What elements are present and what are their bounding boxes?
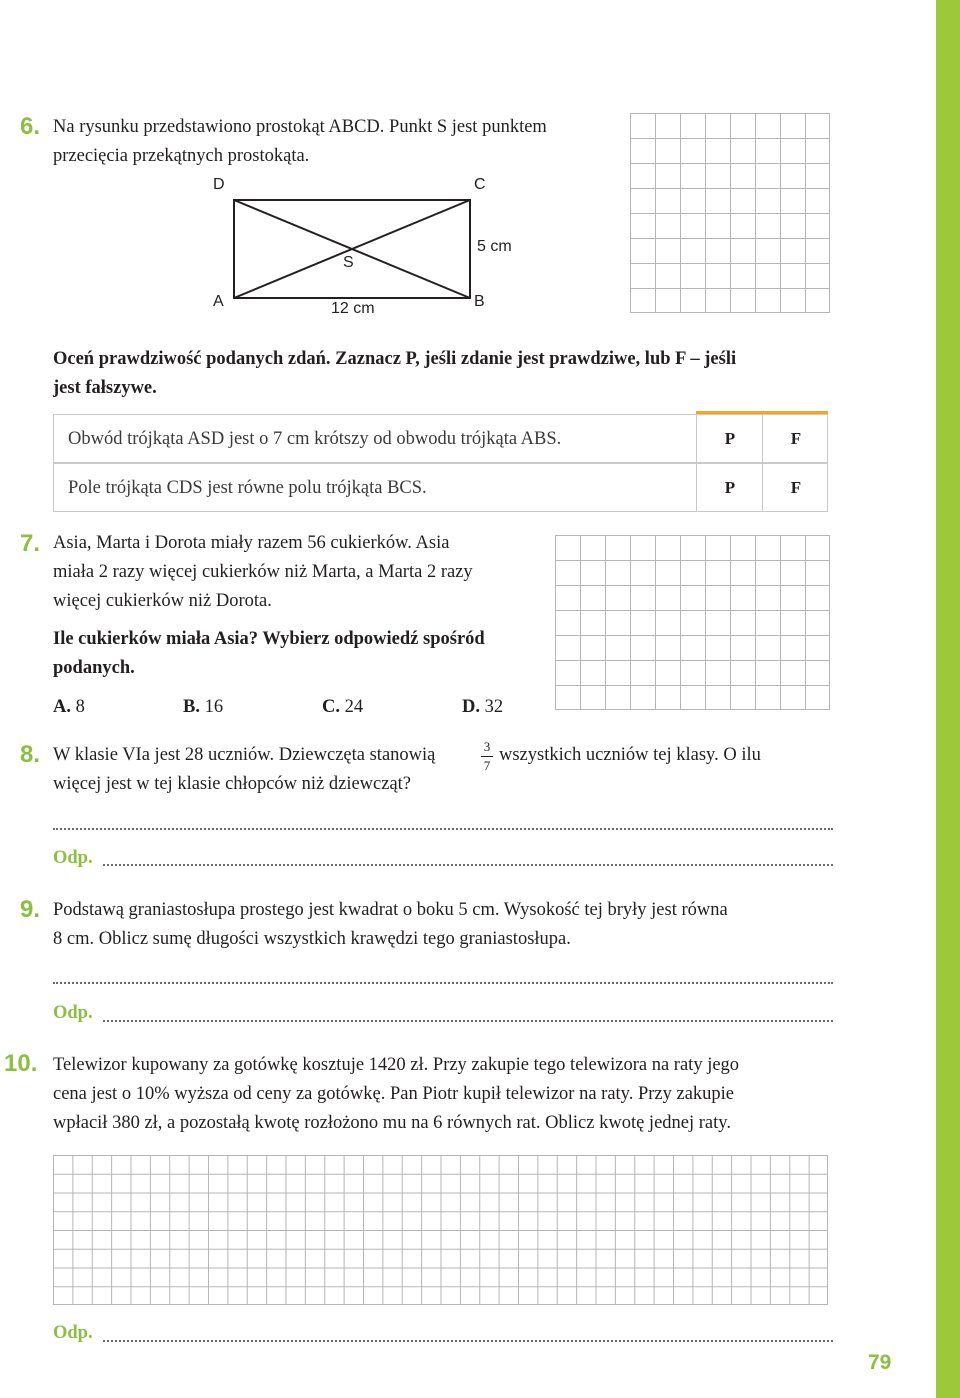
task8-odp-line[interactable] bbox=[103, 864, 833, 866]
option-c[interactable] bbox=[322, 693, 363, 722]
page-number: 79 bbox=[868, 1351, 892, 1374]
option-d-value: 32 bbox=[484, 697, 504, 717]
task7-line2: miała 2 razy więcej cukierków niż Marta, a Marta 2 razy bbox=[53, 562, 473, 582]
fraction-denominator: 7 bbox=[483, 758, 491, 773]
task8-answer-line[interactable] bbox=[53, 828, 833, 830]
statement-2-text: Pole trójkąta CDS jest równe polu trójkąta BCS. bbox=[68, 478, 427, 498]
side-color-bar bbox=[936, 0, 960, 1398]
task10-line1: Telewizor kupowany za gotówkę kosztuje 1420 zł. Przy zakupie tego telewizora na raty jego bbox=[53, 1055, 740, 1075]
task8-line1-before: W klasie VIa jest 28 uczniów. Dziewczęta stanowią bbox=[53, 745, 436, 765]
task10-line2: cena jest o 10% wyższa od ceny za gotówkę. Pan Piotr kupił telewizor na raty. Przy zakupie bbox=[53, 1084, 735, 1104]
task8-number: 8. bbox=[20, 741, 41, 768]
option-b-letter: B. bbox=[183, 697, 200, 717]
task7-question-line2: podanych. bbox=[53, 658, 135, 678]
option-c-value: 24 bbox=[344, 697, 364, 717]
statement-2-false-option[interactable]: F bbox=[762, 464, 829, 511]
statement-1-true-option[interactable]: P bbox=[696, 415, 763, 462]
task6-line2: przecięcia przekątnych prostokąta. bbox=[53, 146, 310, 166]
label-A: A bbox=[213, 293, 224, 310]
label-C: C bbox=[474, 176, 486, 193]
statement-row-1 bbox=[53, 414, 828, 463]
fraction-numerator: 3 bbox=[483, 739, 491, 754]
task7-grid[interactable] bbox=[555, 535, 830, 710]
option-b[interactable] bbox=[183, 693, 223, 722]
task9-number: 9. bbox=[20, 896, 41, 923]
option-c-letter: C. bbox=[322, 697, 340, 717]
task9-line2: 8 cm. Oblicz sumę długości wszystkich krawędzi tego graniastosłupa. bbox=[53, 929, 571, 949]
task6-instruction-line2: jest fałszywe. bbox=[53, 378, 157, 398]
statement-2-true-option[interactable]: P bbox=[696, 464, 763, 511]
option-b-value: 16 bbox=[204, 697, 224, 717]
task6-grid[interactable] bbox=[630, 113, 830, 313]
task6-line1: Na rysunku przedstawiono prostokąt ABCD. Punkt S jest punktem bbox=[53, 117, 547, 137]
label-D: D bbox=[213, 176, 225, 193]
statement-1-text: Obwód trójkąta ASD jest o 7 cm krótszy od obwodu trójkąta ABS. bbox=[68, 429, 562, 449]
label-B: B bbox=[474, 293, 485, 310]
task7-number: 7. bbox=[20, 530, 41, 557]
task10-odp-line[interactable] bbox=[103, 1340, 833, 1342]
task9-answer-line[interactable] bbox=[53, 982, 833, 984]
task7-line1: Asia, Marta i Dorota miały razem 56 cukierków. Asia bbox=[53, 533, 450, 553]
statement-row-2 bbox=[53, 463, 828, 512]
option-d[interactable] bbox=[462, 693, 503, 722]
side-short-label: 5 cm bbox=[477, 238, 512, 255]
task10-grid[interactable] bbox=[53, 1155, 828, 1305]
option-a-value: 8 bbox=[75, 697, 85, 717]
task9-odp-line[interactable] bbox=[103, 1020, 833, 1022]
option-a[interactable] bbox=[53, 693, 85, 722]
option-a-letter: A. bbox=[53, 697, 71, 717]
side-long-label: 12 cm bbox=[331, 300, 375, 317]
option-d-letter: D. bbox=[462, 697, 480, 717]
task7-line3: więcej cukierków niż Dorota. bbox=[53, 591, 272, 611]
task10-number: 10. bbox=[4, 1050, 38, 1077]
task6-instruction-line1: Oceń prawdziwość podanych zdań. Zaznacz P, jeśli zdanie jest prawdziwe, lub F – jeśli bbox=[53, 349, 737, 369]
fraction-bar bbox=[481, 756, 493, 757]
task10-answer-label: Odp. bbox=[53, 1323, 93, 1343]
task9-answer-label: Odp. bbox=[53, 1003, 93, 1023]
label-S: S bbox=[343, 254, 354, 271]
task9-line1: Podstawą graniastosłupa prostego jest kwadrat o boku 5 cm. Wysokość tej bryły jest równa bbox=[53, 900, 728, 920]
task8-line1-after: wszystkich uczniów tej klasy. O ilu bbox=[499, 745, 761, 765]
statement-1-false-option[interactable]: F bbox=[762, 415, 829, 462]
task6-number: 6. bbox=[20, 113, 41, 140]
task8-line2: więcej jest w tej klasie chłopców niż dziewcząt? bbox=[53, 774, 412, 794]
task7-question-line1: Ile cukierków miała Asia? Wybierz odpowiedź spośród bbox=[53, 629, 485, 649]
task10-line3: wpłacił 380 zł, a pozostałą kwotę rozłożono mu na 6 równych rat. Oblicz kwotę jednej raty. bbox=[53, 1113, 731, 1133]
task8-answer-label: Odp. bbox=[53, 848, 93, 868]
